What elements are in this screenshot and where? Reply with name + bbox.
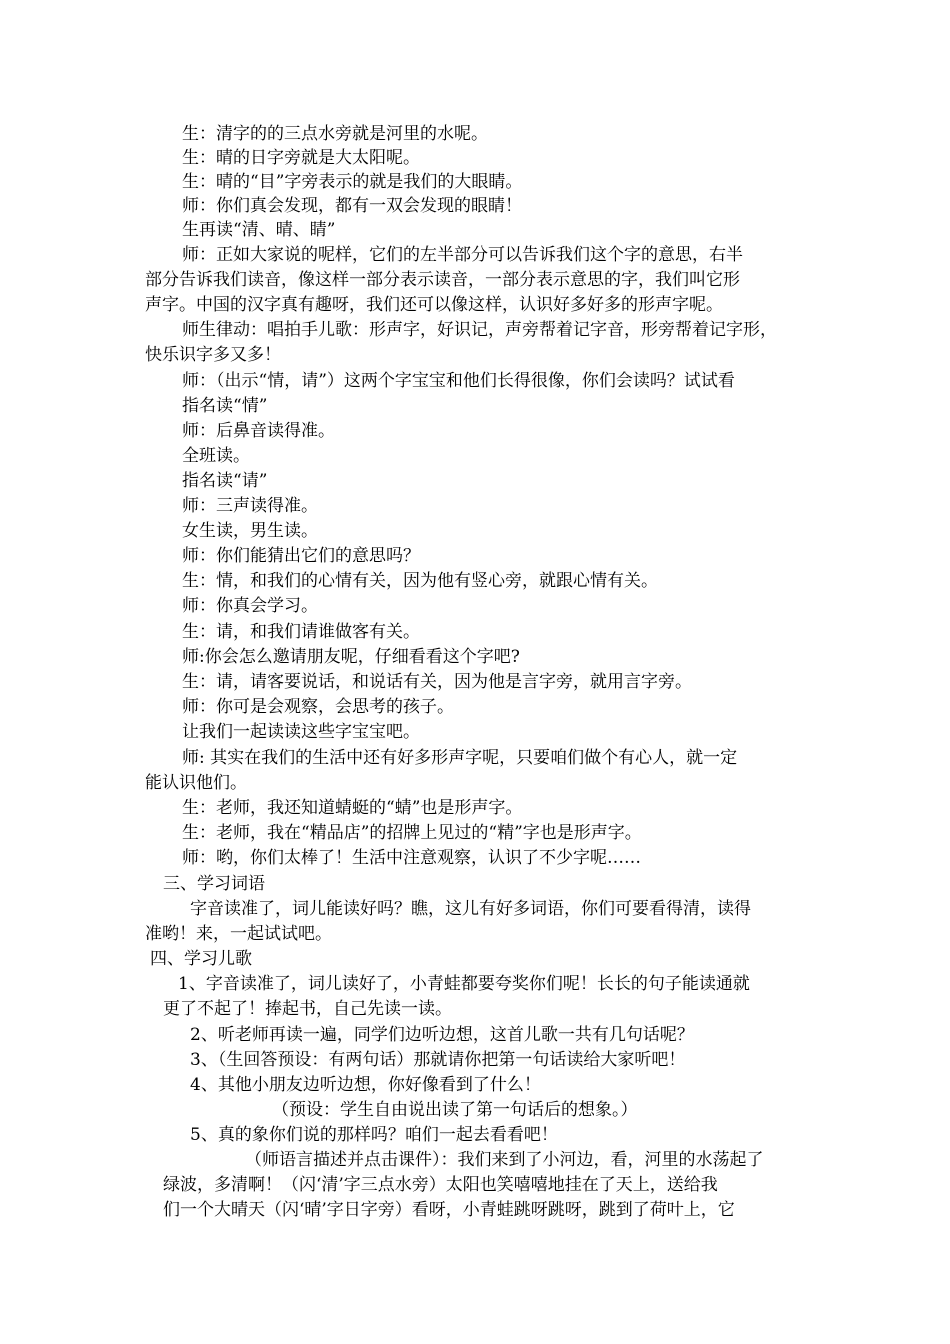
text-line: 师：你们能猜出它们的意思吗？ bbox=[182, 546, 420, 566]
text-line: 2、听老师再读一遍，同学们边听边想，这首儿歌一共有几句话呢？ bbox=[190, 1025, 694, 1045]
text-line: 师：你真会学习。 bbox=[182, 596, 318, 616]
text-line: 生：老师，我还知道蜻蜓的“蜻”也是形声字。 bbox=[182, 798, 523, 818]
text-line: 声字。中国的汉字真有趣呀，我们还可以像这样，认识好多好多的形声字呢。 bbox=[145, 295, 723, 315]
text-line: 生：晴的“目”字旁表示的就是我们的大眼睛。 bbox=[182, 172, 523, 192]
section-heading: 四、学习儿歌 bbox=[150, 949, 252, 969]
text-line: 能认识他们。 bbox=[145, 773, 247, 793]
text-line: 女生读，男生读。 bbox=[182, 521, 318, 541]
text-line: 3、（生回答预设：有两句话）那就请你把第一句话读给大家听吧！ bbox=[190, 1050, 686, 1070]
text-line: 更了不起了！捧起书，自己先读一读。 bbox=[163, 999, 452, 1019]
text-line: 师：（出示“情，请”）这两个字宝宝和他们长得很像，你们会读吗？试试看 bbox=[182, 371, 735, 391]
text-line: 4、其他小朋友边听边想，你好像看到了什么！ bbox=[190, 1075, 541, 1095]
text-line: 生：请，和我们请谁做客有关。 bbox=[182, 622, 420, 642]
text-line: 让我们一起读读这些字宝宝吧。 bbox=[182, 722, 420, 742]
text-line: （预设：学生自由说出读了第一句话后的想象。） bbox=[272, 1100, 638, 1120]
section-heading: 三、学习词语 bbox=[163, 874, 265, 894]
text-line: 生：请，请客要说话，和说话有关，因为他是言字旁，就用言字旁。 bbox=[182, 672, 692, 692]
text-line: 快乐识字多又多！ bbox=[145, 345, 281, 365]
text-line: 生：老师，我在“精品店”的招牌上见过的“精”字也是形声字。 bbox=[182, 823, 642, 843]
text-line: 字音读准了，词儿能读好吗？瞧，这儿有好多词语，你们可要看得清，读得 bbox=[190, 899, 751, 919]
text-line: 1、字音读准了，词儿读好了，小青蛙都要夸奖你们呢！长长的句子能读通就 bbox=[178, 974, 750, 994]
text-line: 生：清字的的三点水旁就是河里的水呢。 bbox=[182, 124, 488, 144]
text-line: 部分告诉我们读音，像这样一部分表示读音，一部分表示意思的字，我们叫它形 bbox=[145, 270, 740, 290]
text-line: 指名读“情” bbox=[182, 396, 268, 416]
text-line: 师：你们真会发现，都有一双会发现的眼睛！ bbox=[182, 196, 522, 216]
text-line: 生再读“清、晴、睛” bbox=[182, 220, 336, 240]
text-line: 师：哟，你们太棒了！生活中注意观察，认识了不少字呢…… bbox=[182, 848, 641, 868]
text-line: 师:你会怎么邀请朋友呢，仔细看看这个字吧? bbox=[182, 647, 520, 667]
text-line: 指名读“请” bbox=[182, 471, 268, 491]
text-line: 5、真的象你们说的那样吗？咱们一起去看看吧！ bbox=[190, 1125, 558, 1145]
text-line: 师：三声读得准。 bbox=[182, 496, 318, 516]
text-line: 绿波，多清啊！（闪‘清’字三点水旁）太阳也笑嘻嘻地挂在了天上，送给我 bbox=[163, 1175, 718, 1195]
text-line: 全班读。 bbox=[182, 446, 250, 466]
text-line: 师：后鼻音读得准。 bbox=[182, 421, 335, 441]
text-line: 师：正如大家说的呢样，它们的左半部分可以告诉我们这个字的意思，右半 bbox=[182, 245, 743, 265]
text-line: 生：晴的日字旁就是大太阳呢。 bbox=[182, 148, 420, 168]
text-line: 师: 其实在我们的生活中还有好多形声字呢，只要咱们做个有心人，就一定 bbox=[182, 748, 738, 768]
text-line: 师生律动：唱拍手儿歌：形声字，好识记，声旁帮着记字音，形旁帮着记字形， bbox=[182, 320, 777, 340]
text-line: 准哟！来，一起试试吧。 bbox=[145, 924, 332, 944]
text-line: 师：你可是会观察，会思考的孩子。 bbox=[182, 697, 454, 717]
text-line: 生：情，和我们的心情有关，因为他有竖心旁，就跟心情有关。 bbox=[182, 571, 658, 591]
text-line: （师语言描述并点击课件）：我们来到了小河边，看，河里的水荡起了 bbox=[245, 1150, 764, 1170]
text-line: 们一个大晴天（闪‘晴’字日字旁）看呀，小青蛙跳呀跳呀，跳到了荷叶上，它 bbox=[163, 1200, 735, 1220]
